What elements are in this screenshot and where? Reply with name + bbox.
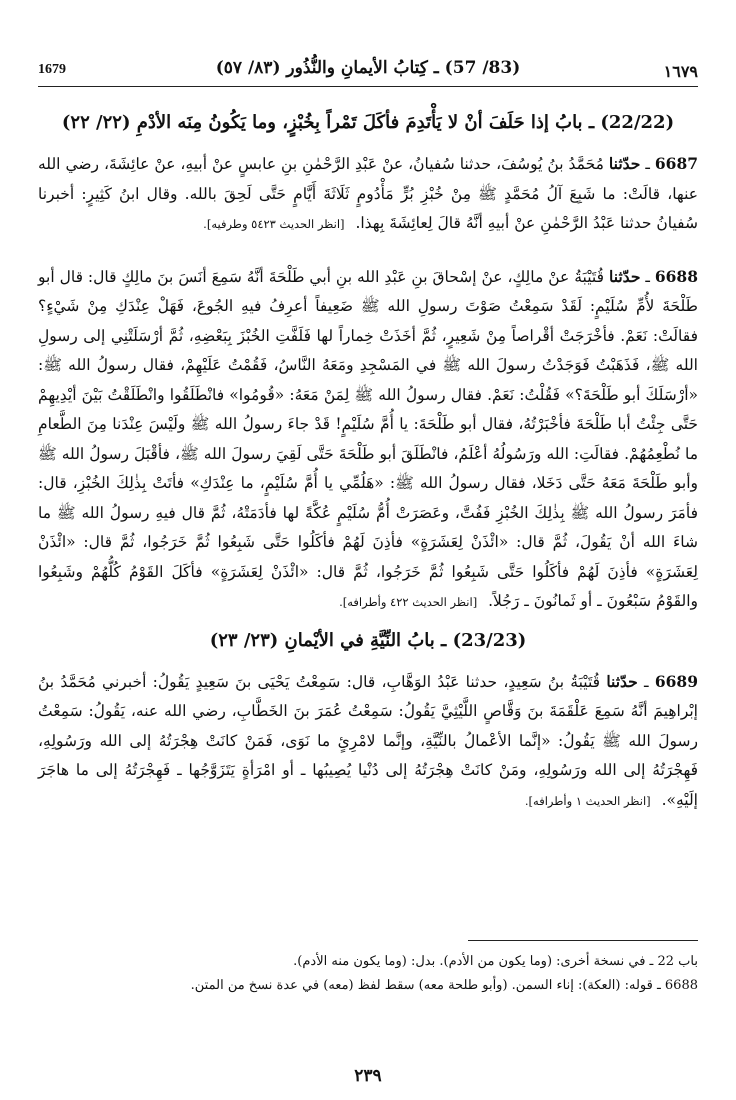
page-number-latin: 1679: [38, 62, 66, 77]
running-title: (83/ 57) ـ كِتابُ الأيمانِ والنُّذُور (٨٣/ ٥٧): [215, 58, 521, 78]
hadith-reference: [انظر الحديث ١ وأطرافه].: [524, 793, 651, 808]
main-text: [38, 100, 698, 816]
hadith-keyword: حدّثنا: [606, 671, 638, 691]
footnote-divider: [468, 940, 698, 941]
hadith-keyword: حدّثنا: [608, 154, 641, 173]
hadith-number: 6687: [654, 154, 699, 173]
hadith-text: قُتَيْبَةُ عنْ مالِكٍ، عنْ إسْحاقَ بنِ عَبْدِ الله بنِ أبي طَلْحَةَ أنَّهُ سَمِعَ أنَسَ بنَ مالِكٍ قال: قال أبو طَلْحَةَ لأُمِّ سُلَيْمٍ: لَقَدْ سَمِعْتُ صَوْتَ رسولِ الله ﷺ ضَعِيفاً أعرِفُ فيهِ الجُوعَ، فَهَلْ عِنْدَكِ مِنْ شَيْءٍ؟ فقالَتْ: نَعَمْ. فأخْرَجَتْ أقْراصاً مِنْ شَعِيرٍ، ثُمَّ أخَذَتْ خِماراً لها فَلَفَّتِ الخُبْزَ بِبَعْضِهِ، ثُمَّ أرْسَلَتْنِي إلى رسولِ الله ﷺ، فَذَهَبْتُ فَوَجَدْتُ رسولَ الله ﷺ في المَسْجِدِ ومَعَهُ النَّاسُ، فَقُمْتُ عَلَيْهِمْ، فقال رسولُ الله ﷺ: «أرْسَلَكَ أبو طَلْحَةَ؟» فَقُلْتُ: نَعَمْ. فقال رسولُ الله ﷺ لِمَنْ مَعَهُ: «قُومُوا» فانْطَلَقُوا وانْطَلَقْتُ بَيْنَ أيْدِيهِمْ حَتَّى جِئْتُ أبا طَلْحَةَ فأخْبَرْتُهُ، فقال أبو طَلْحَةَ: يا أُمَّ سُلَيْمٍ! قَدْ جاءَ رسولُ الله ﷺ ولَيْسَ عِنْدَنا مِنَ الطَّعامِ ما نُطْعِمُهُمْ. فقالَتِ: الله ورَسُولُهُ أعْلَمُ، فانْطَلَقَ أبو طَلْحَةَ حَتَّى لَقِيَ رسولَ الله ﷺ، فأقْبَلَ رسولُ الله ﷺ وأبو طَلْحَةَ مَعَهُ حَتَّى دَخَلا، فقال رسولُ الله ﷺ: «هَلُمِّي يا أُمَّ سُلَيْمٍ، ما عِنْدَكِ» فأتَتْ بِذٰلِكَ الخُبْزِ، قال: فأمَرَ رسولُ الله ﷺ بِذٰلِكَ الخُبْزِ فَفُتَّ، وعَصَرَتْ أُمُّ سُلَيْمٍ عُكَّةً لها فأدَمَتْهُ، ثُمَّ قال فيهِ رسولُ الله ﷺ ما شاءَ الله أنْ يَقُولَ، ثُمَّ قال: «ائْذَنْ لِعَشَرَةٍ» فأذِنَ لَهُمْ فأكَلُوا حَتَّى شَبِعُوا ثُمَّ خَرَجُوا، ثُمَّ قال: «ائْذَنْ لِعَشَرَةٍ» فأذِنَ لَهُمْ فأكَلُوا حَتَّى شَبِعُوا ثُمَّ خَرَجُوا، ثُمَّ قال: «ائْذَنْ لِعَشَرَةٍ» فأكَلَ القَوْمُ كُلُّهُمْ وشَبِعُوا والقَوْمُ سَبْعُونَ ـ أو ثَمانُونَ ـ رَجُلاً.: [38, 267, 698, 610]
hadith-reference: [انظر الحديث ٤٢٢ وأطرافه].: [339, 595, 478, 609]
chapter-heading-23: (23/23) ـ بابُ النِّيَّةِ في الأيْمانِ (٢٣/ ٢٣): [209, 629, 527, 651]
hadith-text: قُتَيْبَةُ بنُ سَعِيدٍ، حدثنا عَبْدُ الوَهَّابِ، قال: سَمِعْتُ يَحْيَى بنَ سَعِيدٍ يَقُولُ: أخبرني مُحَمَّدُ بنُ إبْراهِيمَ أنَّهُ سَمِعَ عَلْقَمَةَ بنَ وَقَّاصٍ اللَّيْثِيَّ يَقُولُ: سَمِعْتُ عُمَرَ بنَ الخَطَّابِ، رضي الله عنه، يَقُولُ: سَمِعْتُ رسولَ الله ﷺ يَقُولُ: «إنَّما الأعْمالُ بالنِّيَّةِ، وإنَّما لامْرِئٍ ما نَوَى، فَمَنْ كانَتْ هِجْرَتُهُ إلى الله ورَسُولِهِ، فَهِجْرَتُهُ إلى الله ورَسُولِهِ، ومَنْ كانَتْ هِجْرَتُهُ إلى دُنْيا يُصِيبُها ـ أو امْرَأةٍ يَتَزَوَّجُها ـ فَهِجْرَتُهُ إلى ما هاجَرَ إلَيْهِ».: [38, 672, 698, 809]
chapter-heading-22: (22/22) ـ بابُ إذا حَلَفَ أنْ لا يَأْتَدِمَ فأكَلَ تَمْراً بِخُبْزٍ، وما يَكُونُ مِنَه الأدْمِ (٢٢/ ٢٢): [61, 112, 675, 133]
folio-number: ٢٣٩: [354, 1066, 382, 1086]
hadith-keyword: حدّثنا: [608, 266, 641, 286]
hadith-number: 6688: [654, 266, 698, 286]
footnotes: [38, 950, 698, 998]
footnote-2: 6688 ـ قوله: (العكة): إناء السمن. (وأبو طلحة معه) سقط لفظ (معه) في عدة نسخ من المتن.: [190, 978, 698, 993]
hadith-reference: [انظر الحديث ٥٤٢٣ وطرفيه].: [203, 217, 345, 231]
page-number-arabic: ١٦٧٩: [663, 62, 698, 81]
hadith-6689: 6689 ـ حدّثنا قُتَيْبَةُ بنُ سَعِيدٍ، حدثنا عَبْدُ الوَهَّابِ، قال: سَمِعْتُ يَحْيَى بنَ سَعِيدٍ يَقُولُ: أخبرني مُحَمَّدُ بنُ إبْراهِيمَ أنَّهُ سَمِعَ عَلْقَمَةَ بنَ وَقَّاصٍ اللَّيْثِيَّ يَقُولُ: سَمِعْتُ عُمَرَ بنَ الخَطَّابِ، رضي الله عنه، يَقُولُ: سَمِعْتُ رسولَ الله ﷺ يَقُولُ: «إنَّما الأعْمالُ بالنِّيَّةِ، وإنَّما لامْرِئٍ ما نَوَى، فَمَنْ كانَتْ هِجْرَتُهُ إلى الله ورَسُولِهِ، فَهِجْرَتُهُ إلى الله ورَسُولِهِ، ومَنْ كانَتْ هِجْرَتُهُ إلى دُنْيا يُصِيبُها ـ أو امْرَأةٍ يَتَزَوَّجُها ـ فَهِجْرَتُهُ إلى ما هاجَرَ إلَيْهِ». [انظر الحديث ١ وأطرافه].: [38, 671, 698, 809]
hadith-6687: 6687 ـ حدّثنا مُحَمَّدُ بنُ يُوسُفَ، حدثنا سُفيانُ، عنْ عَبْدِ الرَّحْمٰنِ بنِ عابسٍ عنْ أبيهِ، عنْ عائِشَةَ، رضي الله عنها، قالَتْ: ما شَبِعَ آلُ مُحَمَّدٍ ﷺ مِنْ خُبْزِ بُرٍّ مَأْدُومٍ ثَلَاثَةَ أَيَّامٍ حَتَّى لَحِقَ بالله. وقال ابنُ كَثِيرٍ: أخبرنا سُفيانُ حدثنا عَبْدُ الرَّحْمٰنِ عنْ أبيهِ أنَّهُ قالَ لِعائِشَةَ بِهذا. [انظر الحديث ٥٤٢٣ وطرفيه].: [38, 154, 699, 232]
page-header: [38, 52, 698, 87]
footnote-1: باب 22 ـ في نسخة أخرى: (وما يكون من الأدم). بدل: (وما يكون منه الأدم).: [293, 954, 698, 969]
hadith-text: مُحَمَّدُ بنُ يُوسُفَ، حدثنا سُفيانُ، عنْ عَبْدِ الرَّحْمٰنِ بنِ عابسٍ عنْ أبيهِ، عنْ عائِشَةَ، رضي الله عنها، قالَتْ: ما شَبِعَ آلُ مُحَمَّدٍ ﷺ مِنْ خُبْزِ بُرٍّ مَأْدُومٍ ثَلَاثَةَ أَيَّامٍ حَتَّى لَحِقَ بالله. وقال ابنُ كَثِيرٍ: أخبرنا سُفيانُ حدثنا عَبْدُ الرَّحْمٰنِ عنْ أبيهِ أنَّهُ قالَ لِعائِشَةَ بِهذا.: [38, 155, 698, 232]
hadith-6688: 6688 ـ حدّثنا قُتَيْبَةُ عنْ مالِكٍ، عنْ إسْحاقَ بنِ عَبْدِ الله بنِ أبي طَلْحَةَ أنَّهُ سَمِعَ أنَسَ بنَ مالِكٍ قال: قال أبو طَلْحَةَ لأُمِّ سُلَيْمٍ: لَقَدْ سَمِعْتُ صَوْتَ رسولِ الله ﷺ ضَعِيفاً أعرِفُ فيهِ الجُوعَ، فَهَلْ عِنْدَكِ مِنْ شَيْءٍ؟ فقالَتْ: نَعَمْ. فأخْرَجَتْ أقْراصاً مِنْ شَعِيرٍ، ثُمَّ أخَذَتْ خِماراً لها فَلَفَّتِ الخُبْزَ بِبَعْضِهِ، ثُمَّ أرْسَلَتْنِي إلى رسولِ الله ﷺ، فَذَهَبْتُ فَوَجَدْتُ رسولَ الله ﷺ في المَسْجِدِ ومَعَهُ النَّاسُ، فَقُمْتُ عَلَيْهِمْ، فقال رسولُ الله ﷺ: «أرْسَلَكَ أبو طَلْحَةَ؟» فَقُلْتُ: نَعَمْ. فقال رسولُ الله ﷺ لِمَنْ مَعَهُ: «قُومُوا» فانْطَلَقُوا وانْطَلَقْتُ بَيْنَ أيْدِيهِمْ حَتَّى جِئْتُ أبا طَلْحَةَ فأخْبَرْتُهُ، فقال أبو طَلْحَةَ: يا أُمَّ سُلَيْمٍ! قَدْ جاءَ رسولُ الله ﷺ ولَيْسَ عِنْدَنا مِنَ الطَّعامِ ما نُطْعِمُهُمْ. فقالَتِ: الله ورَسُولُهُ أعْلَمُ، فانْطَلَقَ أبو طَلْحَةَ حَتَّى لَقِيَ رسولَ الله ﷺ، فأقْبَلَ رسولُ الله ﷺ وأبو طَلْحَةَ مَعَهُ حَتَّى دَخَلا، فقال رسولُ الله ﷺ: «هَلُمِّي يا أُمَّ سُلَيْمٍ، ما عِنْدَكِ» فأتَتْ بِذٰلِكَ الخُبْزِ، قال: فأمَرَ رسولُ الله ﷺ بِذٰلِكَ الخُبْزِ فَفُتَّ، وعَصَرَتْ أُمُّ سُلَيْمٍ عُكَّةً لها فأدَمَتْهُ، ثُمَّ قال فيهِ رسولُ الله ﷺ ما شاءَ الله أنْ يَقُولَ، ثُمَّ قال: «ائْذَنْ لِعَشَرَةٍ» فأذِنَ لَهُمْ فأكَلُوا حَتَّى شَبِعُوا ثُمَّ خَرَجُوا، ثُمَّ قال: «ائْذَنْ لِعَشَرَةٍ» فأذِنَ لَهُمْ فأكَلُوا حَتَّى شَبِعُوا ثُمَّ خَرَجُوا، ثُمَّ قال: «ائْذَنْ لِعَشَرَةٍ» فأكَلَ القَوْمُ كُلُّهُمْ وشَبِعُوا والقَوْمُ سَبْعُونَ ـ أو ثَمانُونَ ـ رَجُلاً. [انظر الحديث ٤٢٢ وأطرافه].: [38, 266, 698, 610]
section-spacer: [38, 240, 698, 262]
hadith-number: 6689: [654, 671, 698, 691]
